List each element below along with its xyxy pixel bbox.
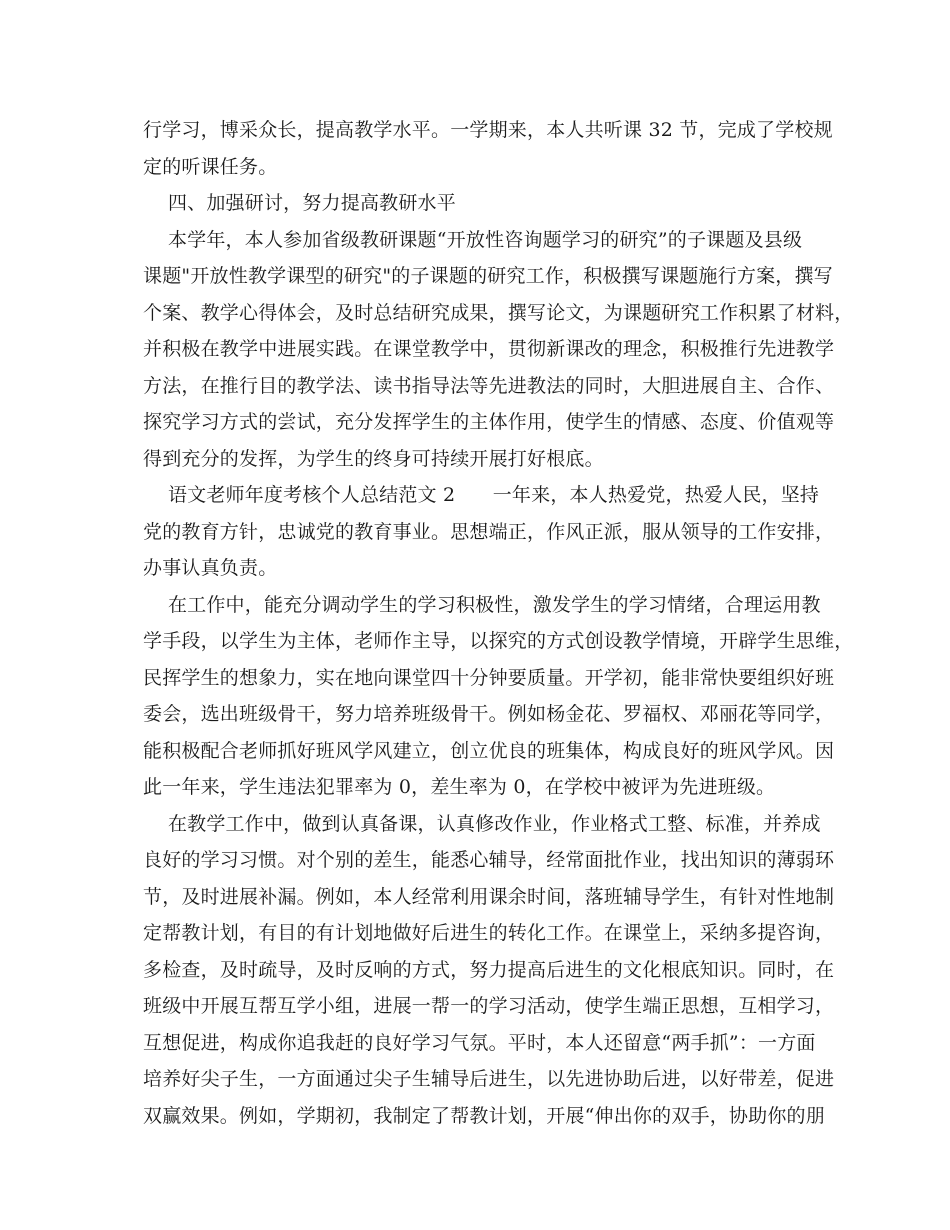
text-line: 行学习，博采众长，提高教学水平。一学期来，本人共听课 32 节，完成了学校规	[143, 119, 833, 141]
text-line: 探究学习方式的尝试，充分发挥学生的主体作用，使学生的情感、态度、价值观等	[143, 411, 835, 433]
document-body	[143, 112, 854, 1134]
text-line: 办事认真负责。	[143, 557, 278, 579]
text-line: 良好的学习习惯。对个别的差生，能悉心辅导，经常面批作业，找出知识的薄弱环	[143, 849, 835, 871]
text-line: 本学年，本人参加省级教研课题“开放性咨询题学习的研究”的子课题及县级	[143, 228, 803, 251]
text-line: 方法，在推行目的教学法、读书指导法等先进教法的同时，大胆进展自主、合作、	[143, 374, 835, 397]
text-line: 培养好尖子生，一方面通过尖子生辅导后进生，以先进协助后进，以好带差，促进	[143, 1068, 835, 1090]
text-line: 多检查，及时疏导，及时反响的方式，努力提高后进生的文化根底知识。同时，在	[143, 958, 835, 981]
text-line: 委会，选出班级骨干，努力培养班级骨干。例如杨金花、罗福权、邓丽花等同学，	[143, 703, 835, 725]
text-line: 互想促进，构成你追我赶的良好学习气氛。平时，本人还留意“两手抓”：一方面	[143, 1031, 816, 1054]
text-line: 学手段，以学生为主体，老师作主导，以探究的方式创设教学情境，开辟学生思维，	[143, 630, 854, 652]
text-line: 在工作中，能充分调动学生的学习积极性，激发学生的学习情绪，合理运用教	[143, 593, 821, 616]
article-title-line: 语文老师年度考核个人总结范文 2 一年来，本人热爱党，热爱人民，坚持	[143, 484, 820, 506]
text-line: 在教学工作中，做到认真备课，认真修改作业，作业格式工整、标准，并养成	[143, 812, 821, 835]
text-line: 民挥学生的想象力，实在地向课堂四十分钟要质量。开学初，能非常快要组织好班	[143, 666, 835, 689]
text-line: 班级中开展互帮互学小组，进展一帮一的学习活动，使学生端正思想，互相学习，	[143, 995, 835, 1017]
text-line: 党的教育方针，忠诚党的教育事业。思想端正，作风正派，服从领导的工作安排，	[143, 520, 835, 543]
text-line: 此一年来，学生违法犯罪率为 0，差生率为 0，在学校中被评为先进班级。	[143, 776, 776, 798]
text-line: 节，及时进展补漏。例如，本人经常利用课余时间，落班辅导学生，有针对性地制	[143, 885, 835, 908]
text-line: 并积极在教学中进展实践。在课堂教学中，贯彻新课改的理念，积极推行先进教学	[143, 338, 835, 360]
section-heading: 四、加强研讨，努力提高教研水平	[143, 192, 456, 214]
text-line: 能积极配合老师抓好班风学风建立，创立优良的班集体，构成良好的班风学风。因	[143, 739, 835, 762]
text-line: 课题"开放性教学课型的研究"的子课题的研究工作，积极撰写课题施行方案，撰写	[143, 265, 833, 287]
text-line: 个案、教学心得体会，及时总结研究成果，撰写论文，为课题研究工作积累了材料，	[143, 301, 854, 324]
text-line: 定帮教计划，有目的有计划地做好后进生的转化工作。在课堂上，采纳多提咨询，	[143, 922, 835, 944]
text-line: 定的听课任务。	[143, 155, 278, 178]
text-line: 得到充分的发挥，为学生的终身可持续开展打好根底。	[143, 447, 604, 470]
text-line: 双赢效果。例如，学期初，我制定了帮教计划，开展“伸出你的双手，协助你的朋	[143, 1104, 825, 1127]
